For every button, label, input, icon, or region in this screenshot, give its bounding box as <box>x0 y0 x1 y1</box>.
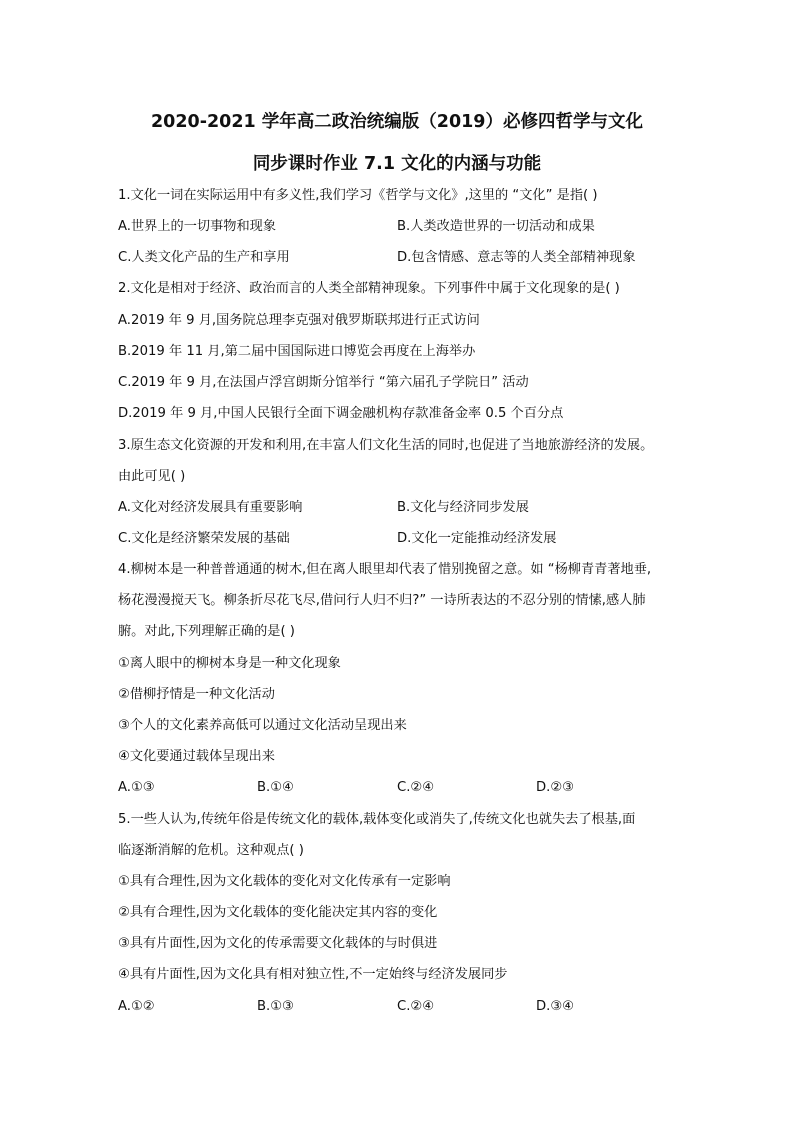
q3-option-b: B.文化与经济同步发展 <box>397 500 529 515</box>
q3-stem-line-2: 由此可见( ) <box>118 469 186 484</box>
q4-statement-3: ③个人的文化素养高低可以通过文化活动呈现出来 <box>118 718 407 733</box>
title-line-2: 同步课时作业 7.1 文化的内涵与功能 <box>252 154 542 174</box>
q5-option-d: D.③④ <box>536 999 574 1014</box>
q4-option-a: A.①③ <box>118 780 155 795</box>
q4-stem-line-1: 4.柳树本是一种普普通通的树木,但在离人眼里却代表了惜别挽留之意。如 “杨柳青青著地垂, <box>118 562 652 577</box>
q5-option-c: C.②④ <box>397 999 435 1014</box>
q4-stem-line-3: 腑。对此,下列理解正确的是( ) <box>118 624 295 639</box>
q4-statement-1: ①离人眼中的柳树本身是一种文化现象 <box>118 656 341 671</box>
q3-stem-line-1: 3.原生态文化资源的开发和利用,在丰富人们文化生活的同时,也促进了当地旅游经济的发展。 <box>118 438 654 453</box>
q2-option-c: C.2019 年 9 月,在法国卢浮宫朗斯分馆举行 “第六届孔子学院日” 活动 <box>118 375 529 390</box>
q5-statement-4: ④具有片面性,因为文化具有相对独立性,不一定始终与经济发展同步 <box>118 967 508 982</box>
q4-statement-2: ②借柳抒情是一种文化活动 <box>118 687 275 702</box>
q4-statement-4: ④文化要通过载体呈现出来 <box>118 749 275 764</box>
q5-option-b: B.①③ <box>257 999 294 1014</box>
q1-option-c: C.人类文化产品的生产和享用 <box>118 250 290 265</box>
q5-stem-line-2: 临逐渐消解的危机。这种观点( ) <box>118 843 304 858</box>
q5-statement-1: ①具有合理性,因为文化载体的变化对文化传承有一定影响 <box>118 874 451 889</box>
q3-option-c: C.文化是经济繁荣发展的基础 <box>118 531 290 546</box>
q1-option-d: D.包含情感、意志等的人类全部精神现象 <box>397 250 636 265</box>
q2-option-a: A.2019 年 9 月,国务院总理李克强对俄罗斯联邦进行正式访问 <box>118 313 480 328</box>
title-line-1: 2020-2021 学年高二政治统编版（2019）必修四哲学与文化 <box>151 112 643 132</box>
q5-statement-3: ③具有片面性,因为文化的传承需要文化载体的与时俱进 <box>118 936 438 951</box>
q1-stem: 1.文化一词在实际运用中有多义性,我们学习《哲学与文化》,这里的 “文化” 是指( ) <box>118 188 598 203</box>
q2-option-d: D.2019 年 9 月,中国人民银行全面下调金融机构存款准备金率 0.5 个百分点 <box>118 406 564 421</box>
q5-option-a: A.①② <box>118 999 155 1014</box>
q3-option-a: A.文化对经济发展具有重要影响 <box>118 500 303 515</box>
q2-stem: 2.文化是相对于经济、政治而言的人类全部精神现象。下列事件中属于文化现象的是( ) <box>118 281 620 296</box>
q5-stem-line-1: 5.一些人认为,传统年俗是传统文化的载体,载体变化或消失了,传统文化也就失去了根基,面 <box>118 812 636 827</box>
q3-option-d: D.文化一定能推动经济发展 <box>397 531 557 546</box>
q4-option-c: C.②④ <box>397 780 435 795</box>
q1-option-b: B.人类改造世界的一切活动和成果 <box>397 219 595 234</box>
q4-option-d: D.②③ <box>536 780 574 795</box>
q4-option-b: B.①④ <box>257 780 294 795</box>
q2-option-b: B.2019 年 11 月,第二届中国国际进口博览会再度在上海举办 <box>118 344 476 359</box>
q4-stem-line-2: 杨花漫漫搅天飞。柳条折尽花飞尽,借问行人归不归?” 一诗所表达的不忍分别的情愫,感人肺 <box>118 593 646 608</box>
q5-statement-2: ②具有合理性,因为文化载体的变化能决定其内容的变化 <box>118 905 438 920</box>
q1-option-a: A.世界上的一切事物和现象 <box>118 219 277 234</box>
